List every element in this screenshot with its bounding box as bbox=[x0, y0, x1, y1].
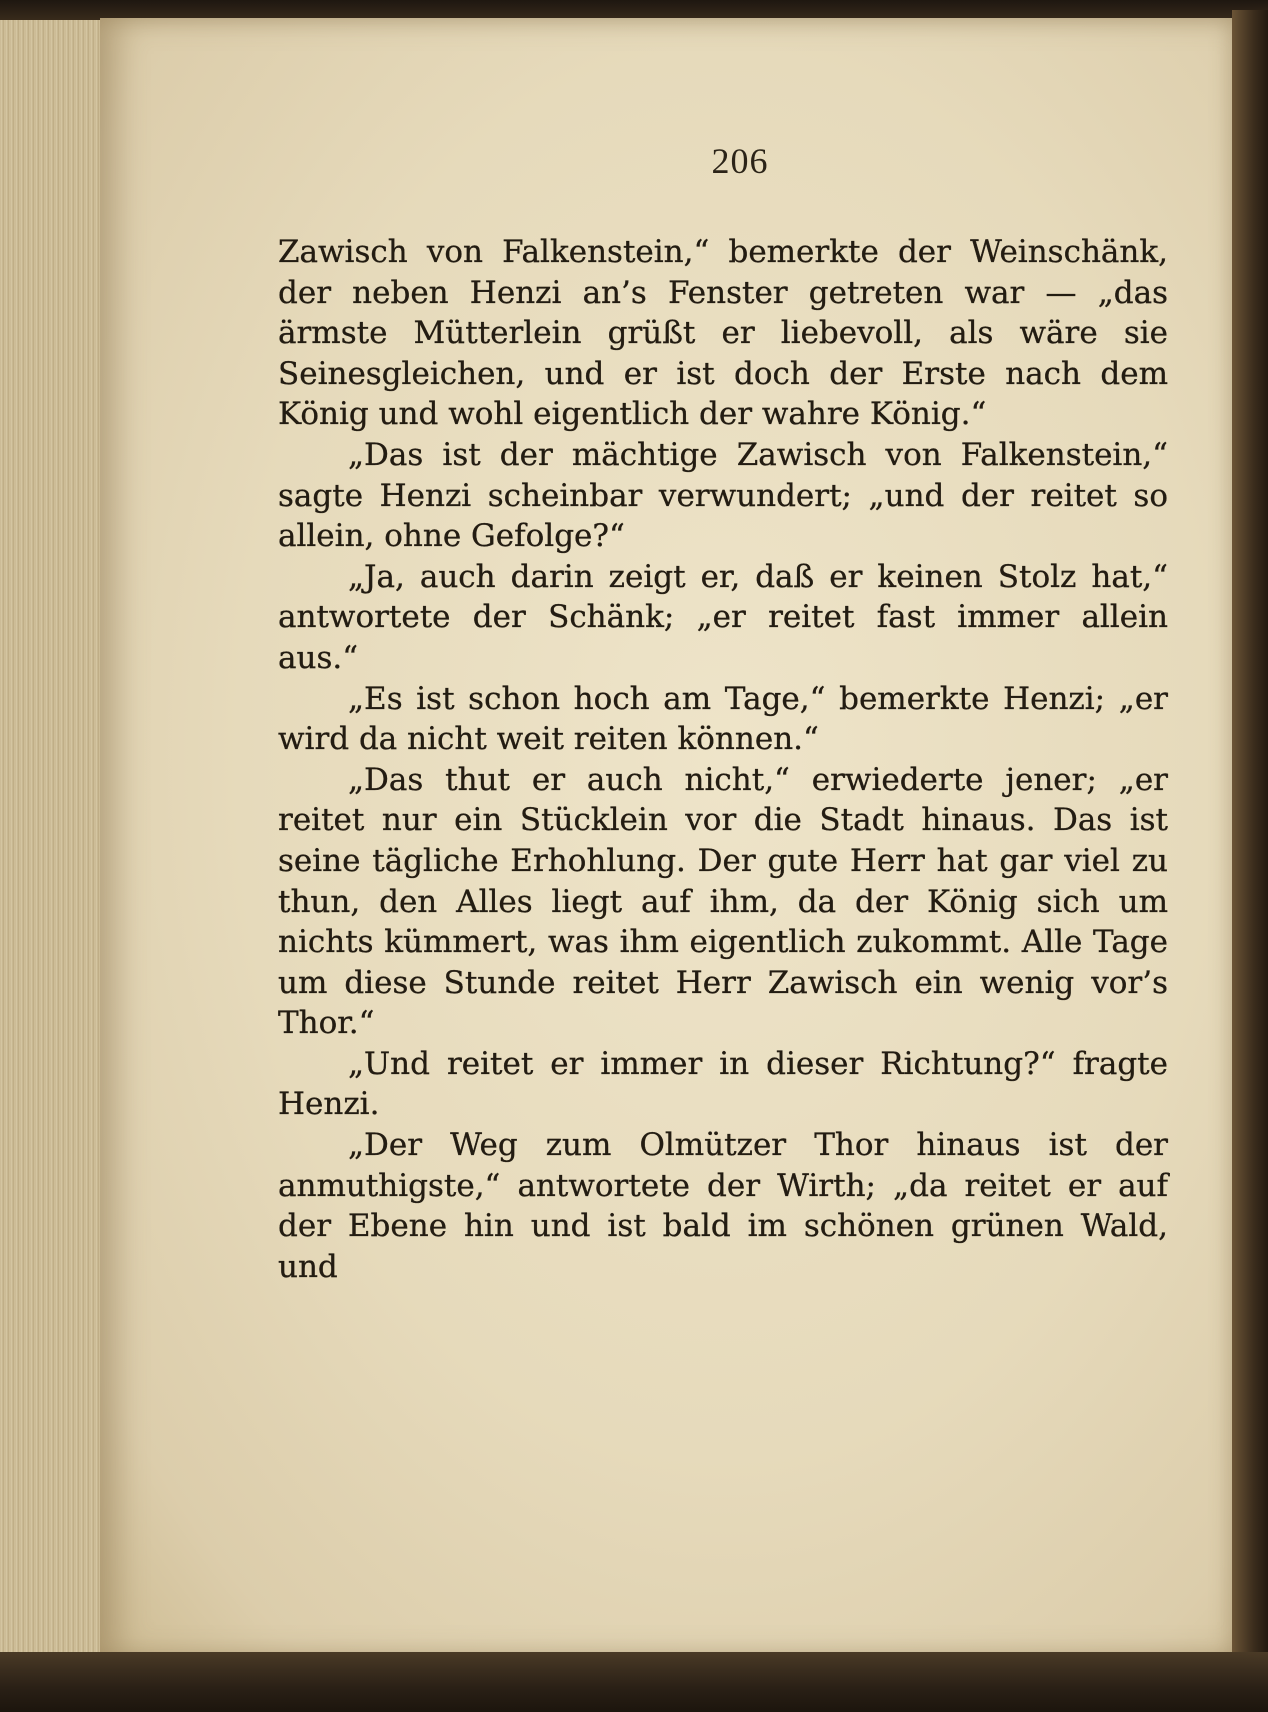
paragraph: „Ja, auch darin zeigt er, daß er keinen Stolz hat,“ antwortete der Schänk; „er reitet fast immer allein aus.“ bbox=[278, 558, 1168, 676]
paragraph: „Das ist der mächtige Zawisch von Falkenstein,“ sagte Henzi scheinbar verwundert; „und der reitet so allein, ohne Gefolge?“ bbox=[278, 436, 1168, 555]
cover-right-edge bbox=[1232, 10, 1268, 1700]
page-number: 206 bbox=[711, 141, 769, 181]
paragraph: „Das thut er auch nicht,“ erwiederte jener; „er reitet nur ein Stücklein vor die Stadt hinaus. Das ist seine tägliche Erhohlung. Der gute Herr hat gar viel zu thun, den Alles liegt auf ihm, da der König sich um nichts kümmert, was ihm eigentlich zukommt. Alle Tage um diese Stunde reitet Herr Zawisch ein wenig vor’s Thor.“ bbox=[278, 761, 1168, 1042]
cover-bottom-edge bbox=[0, 1652, 1268, 1712]
paragraph: „Der Weg zum Olmützer Thor hinaus ist der anmuthigste,“ antwortete der Wirth; „da reitet er auf der Ebene hin und ist bald im schönen grünen Wald, und bbox=[278, 1127, 1168, 1285]
paragraph-continuation: Zawisch von Falkenstein,“ bemerkte der Weinschänk, der neben Henzi an’s Fenster getreten war — „das ärmste Mütterlein grüßt er liebevoll, als wäre sie Seinesgleichen, und er ist doch der Erste nach dem König und wohl eigentlich der wahre König.“ bbox=[278, 234, 1168, 433]
stacked-page-edges bbox=[0, 20, 112, 1670]
paragraph: „Und reitet er immer in dieser Richtung?“ fragte Henzi. bbox=[278, 1045, 1168, 1123]
paragraph: „Es ist schon hoch am Tage,“ bemerkte Henzi; „er wird da nicht weit reiten können.“ bbox=[278, 680, 1168, 758]
body-text bbox=[278, 232, 1168, 1287]
